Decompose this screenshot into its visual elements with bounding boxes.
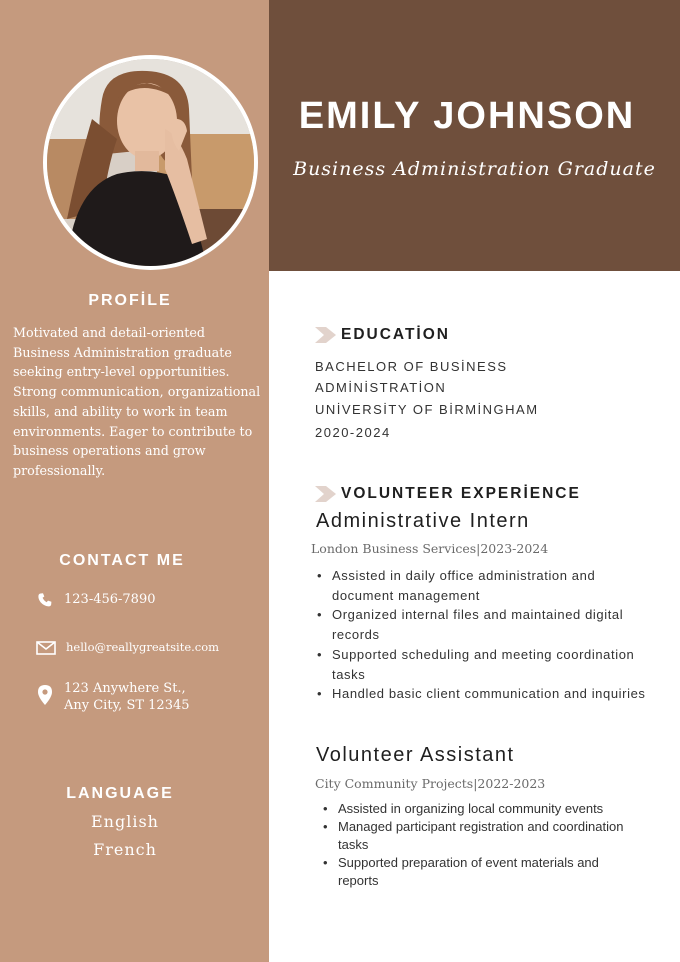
education-heading	[315, 326, 450, 344]
job-title: Administrative Intern	[316, 510, 530, 532]
candidate-title: Business Administration Graduate	[293, 158, 656, 180]
chevron-right-icon	[315, 327, 337, 343]
address-line-1: 123 Anywhere St.,	[64, 681, 186, 696]
education-years: 2020-2024	[315, 425, 391, 440]
profile-photo	[47, 59, 254, 266]
candidate-name: EMILY JOHNSON	[298, 95, 636, 137]
list-item: • Assisted in organizing local community events	[321, 800, 641, 818]
school-name: UNİVERSİTY OF BİRMİNGHAM	[315, 402, 539, 417]
address-line-2: Any City, ST 12345	[64, 698, 190, 713]
job-bullets	[321, 800, 641, 890]
phone-icon	[36, 591, 54, 609]
chevron-right-icon	[315, 486, 337, 502]
list-item: • Handled basic client communication and inquiries	[315, 684, 660, 704]
profile-text: Motivated and detail-oriented Business Administration graduate seeking entry-level opportunities. Strong communication, organizational skills, and ability to work in team environments. Eager to contribute to business operations and grow professionally.	[13, 325, 261, 478]
language-heading: LANGUAGE	[66, 785, 174, 802]
envelope-icon	[36, 639, 56, 657]
portrait-illustration	[47, 59, 254, 266]
job-bullets	[315, 566, 660, 704]
contact-heading: CONTACT ME	[59, 552, 185, 569]
location-pin-icon	[36, 686, 54, 704]
education-heading-label: EDUCATİON	[341, 326, 450, 343]
job-meta: City Community Projects|2022-2023	[315, 776, 546, 791]
language-item: French	[93, 840, 157, 859]
list-item: • Supported scheduling and meeting coordination tasks	[315, 645, 660, 684]
contact-phone	[36, 591, 156, 609]
email-address: hello@reallygreatsite.com	[66, 640, 220, 654]
degree-line-1: BACHELOR OF BUSİNESS	[315, 359, 508, 374]
phone-number: 123-456-7890	[64, 592, 156, 607]
list-item: • Organized internal files and maintained digital records	[315, 605, 660, 644]
profile-heading: PROFİLE	[88, 292, 172, 309]
list-item: • Managed participant registration and coordination tasks	[321, 818, 641, 854]
degree-line-2: ADMİNİSTRATİON	[315, 380, 447, 395]
profile-photo-frame	[43, 55, 258, 270]
list-item: • Supported preparation of event materials and reports	[321, 854, 641, 890]
job-meta: London Business Services|2023-2024	[311, 541, 549, 556]
volunteer-heading	[315, 485, 581, 503]
volunteer-heading-label: VOLUNTEER EXPERİENCE	[341, 485, 581, 502]
language-item: English	[91, 812, 159, 831]
contact-email	[36, 639, 219, 657]
list-item: • Assisted in daily office administration and document management	[315, 566, 660, 605]
job-title: Volunteer Assistant	[316, 744, 515, 766]
contact-address	[36, 680, 190, 714]
